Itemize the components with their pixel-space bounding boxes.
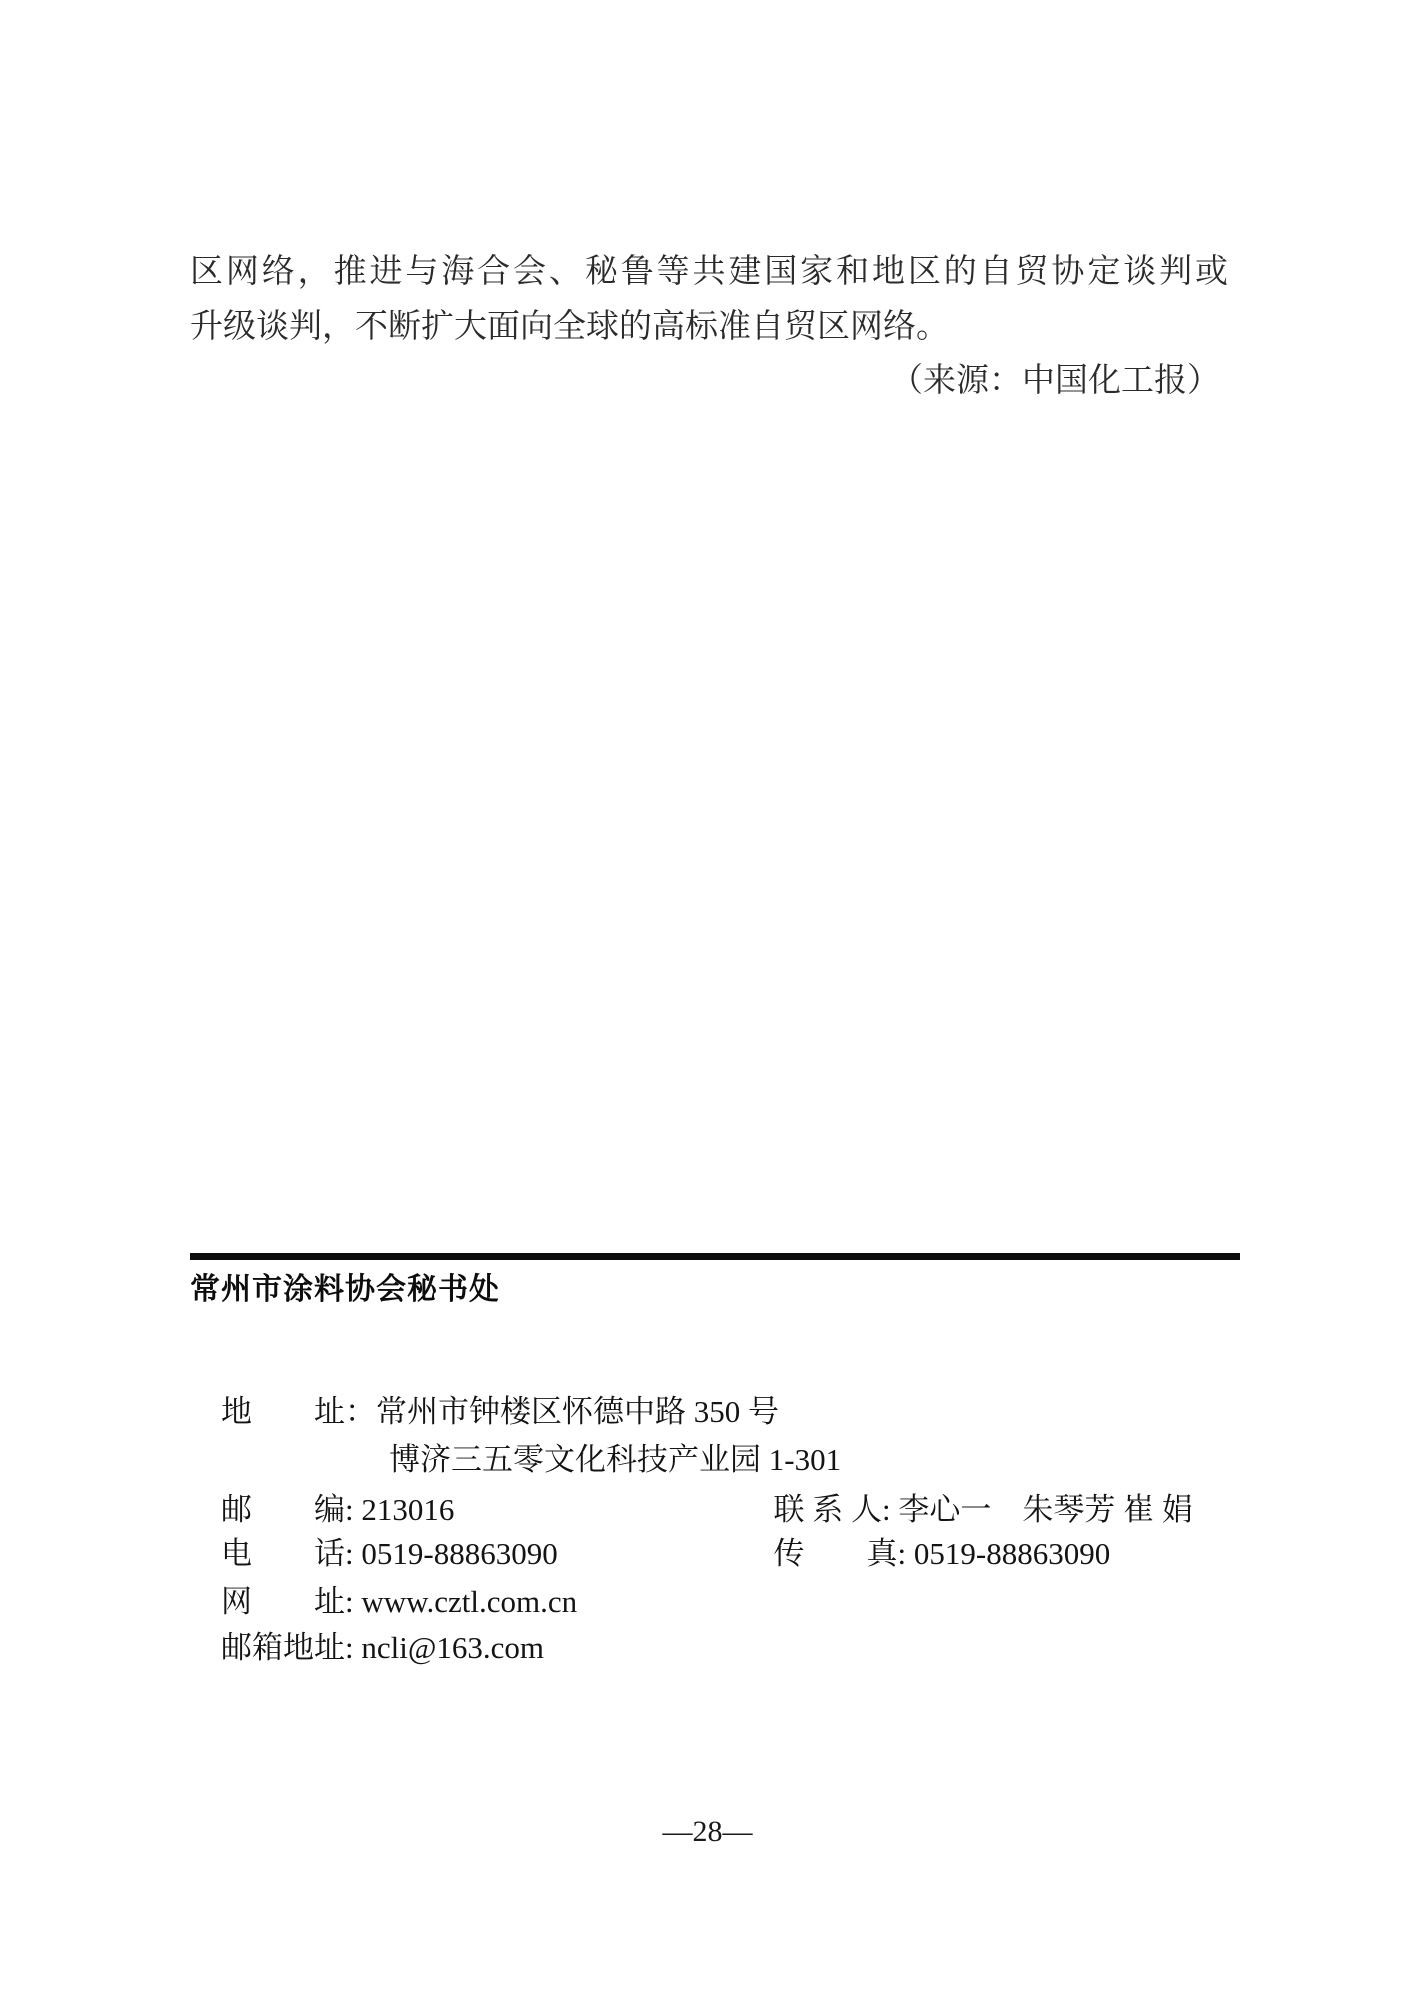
postcode-value: 213016: [361, 1492, 455, 1527]
email-label: 邮箱地址:: [221, 1630, 362, 1665]
address-label: 地 址：: [221, 1394, 376, 1429]
article-line-2: 升级谈判，不断扩大面向全球的高标准自贸区网络。: [190, 309, 949, 345]
contact-person-names: 李心一 朱琴芳 崔 娟: [898, 1492, 1193, 1527]
article-paragraph: [190, 245, 1228, 355]
source-attribution: （来源：中国化工报）: [890, 363, 1220, 399]
phone-value: 0519-88863090: [361, 1536, 558, 1571]
organization-name: 常州市涂料协会秘书处: [190, 1273, 500, 1306]
address-value-line1: 常州市钟楼区怀德中路 350 号: [376, 1394, 779, 1429]
article-line-1: 区网络，推进与海合会、秘鲁等共建国家和地区的自贸协定谈判或: [190, 254, 1228, 290]
phone-label: 电 话:: [221, 1536, 362, 1571]
fax-value: 0519-88863090: [913, 1536, 1111, 1571]
contact-person-label: 联 系 人:: [773, 1492, 899, 1527]
website-label: 网 址:: [221, 1584, 362, 1619]
page-number: —28—: [662, 1815, 753, 1848]
fax-label: 传 真:: [773, 1536, 914, 1571]
postcode-label: 邮 编:: [221, 1492, 362, 1527]
email-value: ncli@163.com: [361, 1630, 545, 1665]
address-value-line2: 博济三五零文化科技产业园 1-301: [389, 1442, 842, 1477]
email-row: [190, 1588, 1270, 1708]
website-value: www.cztl.com.cn: [361, 1584, 578, 1619]
footer-divider-rule: [190, 1253, 1240, 1260]
